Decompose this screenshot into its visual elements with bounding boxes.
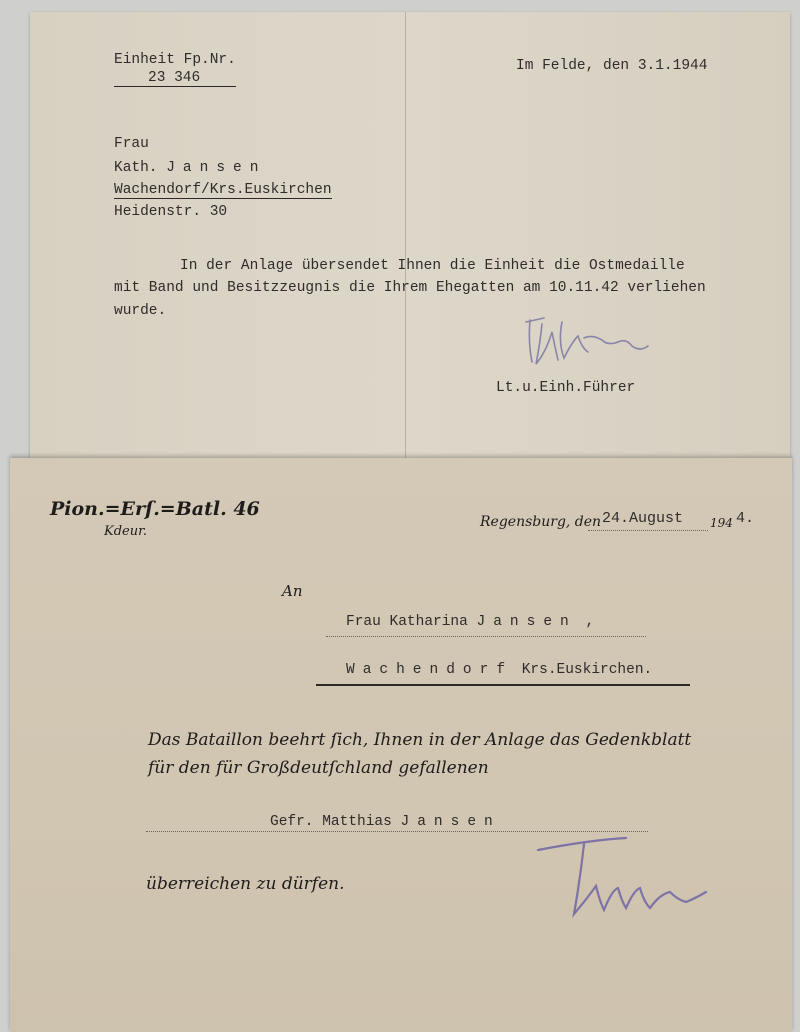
body-line-1: In der Anlage übersendet Ihnen die Einheit die Ostmedaille xyxy=(180,258,685,274)
unit-number: 23 346 xyxy=(114,70,236,87)
signature-2 xyxy=(530,830,720,930)
place-date: Im Felde, den 3.1.1944 xyxy=(516,58,708,74)
recipient-town: Wachendorf/Krs.Euskirchen xyxy=(114,182,332,198)
letter-1-sheet xyxy=(30,12,790,474)
recipient-name-2-text: Frau Katharina Jansen , xyxy=(346,614,595,630)
recipient-town-underline xyxy=(316,684,690,686)
fold-crease xyxy=(405,12,406,474)
recipient-name-dotline xyxy=(326,636,646,637)
recipient-surname-2: Jansen xyxy=(476,614,577,630)
body-line-3: wurde. xyxy=(114,303,167,319)
recipient-surname: Jansen xyxy=(166,160,267,176)
body-line-2-1: Das Bataillon beehrt ſich, Ihnen in der Anlage das Gedenkblatt xyxy=(148,730,692,750)
soldier-surname: Jansen xyxy=(400,814,501,830)
to-label: An xyxy=(282,582,303,600)
year-digit: 4. xyxy=(736,510,755,527)
recipient-name-text: Kath. Jansen xyxy=(114,160,267,176)
letter-2-sheet xyxy=(10,458,792,1032)
unit-label: Einheit Fp.Nr. xyxy=(114,52,236,68)
signature-1 xyxy=(522,312,652,372)
town-spaced: Wachendorf xyxy=(346,662,514,678)
battalion-heading: Pion.=Erſ.=Batl. 46 xyxy=(50,498,260,520)
body-line-2-2: für den für Großdeutſchland gefallenen xyxy=(148,758,489,778)
recipient-town-2-text: Wachendorf Krs.Euskirchen. xyxy=(346,662,653,678)
commander-abbr: Kdeur. xyxy=(104,524,148,539)
year-prefix: 194 xyxy=(710,516,733,530)
salutation: Frau xyxy=(114,136,149,152)
body-line-2: mit Band und Besitzzeugnis die Ihrem Ehegatten am 10.11.42 verliehen xyxy=(114,280,706,296)
signer-title: Lt.u.Einh.Führer xyxy=(496,380,636,396)
recipient-street: Heidenstr. 30 xyxy=(114,204,228,220)
date-typed: 24.August xyxy=(602,510,684,527)
place-prefix: Regensburg, den xyxy=(480,514,602,530)
soldier-name-text: Gefr. Matthias Jansen xyxy=(270,814,501,830)
date-dotline xyxy=(588,530,708,531)
closing-line: überreichen zu dürfen. xyxy=(146,874,345,894)
